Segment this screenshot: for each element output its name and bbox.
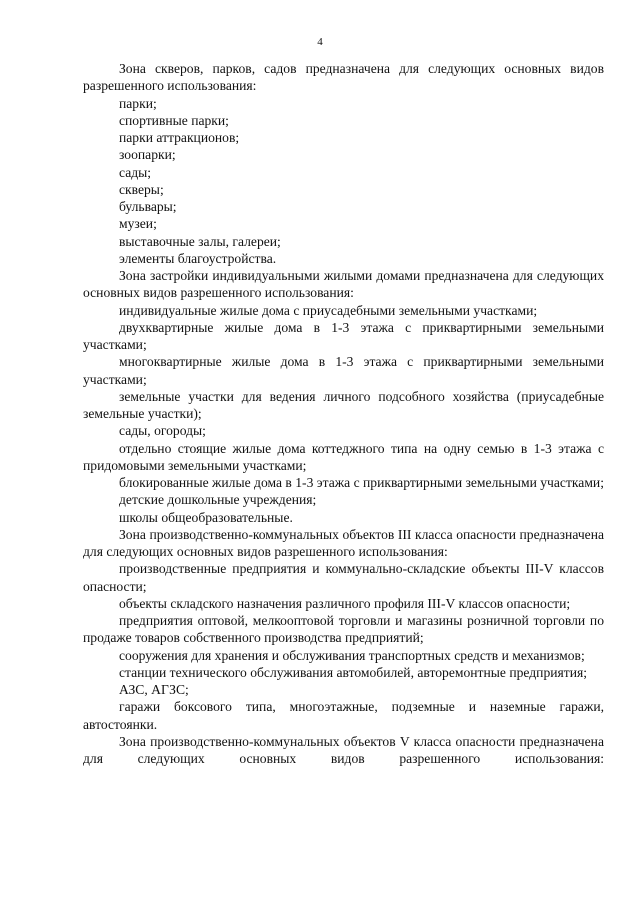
paragraph: школы общеобразовательные.	[119, 509, 293, 525]
paragraph: спортивные парки;	[119, 112, 229, 128]
paragraph: сады, огороды;	[119, 423, 206, 439]
paragraph: элементы благоустройства.	[119, 250, 277, 266]
paragraph: индивидуальные жилые дома с приусадебными земельными участками;	[119, 302, 538, 318]
paragraph: Зона скверов, парков, садов предназначена для следующих основных видов разрешенного использования:	[83, 61, 604, 94]
paragraph: детские дошкольные учреждения;	[119, 492, 317, 508]
paragraph: земельные участки для ведения личного подсобного хозяйства (приусадебные земельные участки);	[83, 388, 604, 421]
page-number: 4	[317, 36, 323, 48]
paragraph: зоопарки;	[119, 147, 176, 163]
paragraph: гаражи боксового типа, многоэтажные, подземные и наземные гаражи, автостоянки.	[83, 699, 604, 732]
paragraph: многоквартирные жилые дома в 1-3 этажа с приквартирными земельными участками;	[83, 354, 604, 387]
paragraph: Зона производственно-коммунальных объектов V класса опасности предназначена для следующих основных видов разрешенного использования:	[83, 733, 604, 766]
paragraph: блокированные жилые дома в 1-3 этажа с приквартирными земельными участками;	[119, 475, 604, 490]
paragraph: выставочные залы, галереи;	[119, 233, 281, 249]
paragraph: парки аттракционов;	[119, 130, 240, 145]
paragraph: сады;	[119, 164, 152, 180]
paragraph: парки;	[119, 95, 157, 111]
paragraph: объекты складского назначения различного профиля III-V классов опасности;	[119, 595, 571, 611]
paragraph: Зона производственно-коммунальных объектов III класса опасности предназначена для следующих основных видов разрешенного использования:	[83, 526, 604, 559]
paragraph: Зона застройки индивидуальными жилыми домами предназначена для следующих основных видов разрешенного использования:	[83, 268, 604, 301]
paragraph: бульвары;	[119, 199, 177, 214]
paragraph: сооружения для хранения и обслуживания транспортных средств и механизмов;	[119, 647, 585, 663]
document-body	[83, 60, 604, 767]
paragraph: станции технического обслуживания автомобилей, авторемонтные предприятия;	[119, 664, 588, 680]
paragraph: предприятия оптовой, мелкооптовой торговли и магазины розничной торговли по продаже товаров собственного производства предприятий;	[83, 613, 604, 646]
paragraph: музеи;	[119, 216, 157, 232]
paragraph: производственные предприятия и коммунально-складские объекты III-V классов опасности;	[83, 561, 604, 594]
paragraph: двухквартирные жилые дома в 1-3 этажа с приквартирными земельными участками;	[83, 319, 604, 352]
paragraph: скверы;	[119, 181, 164, 197]
paragraph: АЗС, АГЗС;	[119, 682, 189, 697]
paragraph: отдельно стоящие жилые дома коттеджного типа на одну семью в 1-3 этажа с придомовыми земельными участками;	[83, 440, 604, 473]
